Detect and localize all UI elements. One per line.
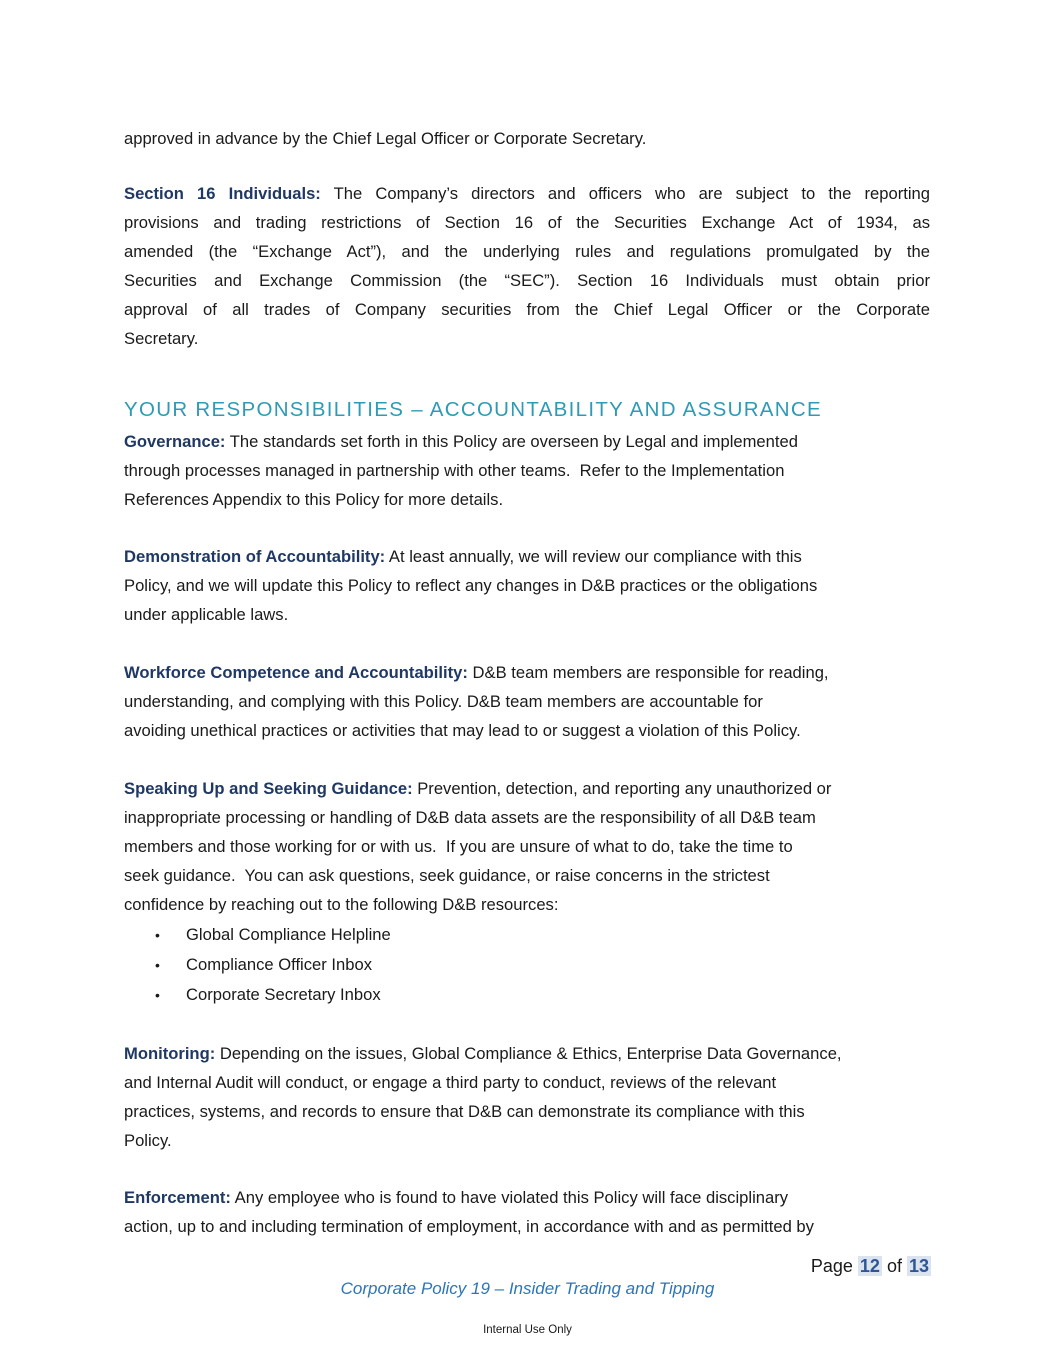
paragraph-text: seek guidance. You can ask questions, seek guidance, or raise concerns in the strictest [124,866,770,885]
paragraph-line [124,179,930,208]
paragraph-line [124,1126,930,1155]
paragraph-text: avoiding unethical practices or activities that may lead to or suggest a violation of this Policy. [124,721,801,740]
paragraph-line [124,427,930,456]
paragraph-line [124,1212,930,1241]
paragraph-intro-tail [124,124,930,153]
paragraph-line [124,600,930,629]
paragraph-line [124,485,930,514]
paragraph-text: Any employee who is found to have violated this Policy will face disciplinary [230,1188,789,1207]
paragraph-line [124,1097,930,1126]
paragraph-section-16-individuals [124,179,930,353]
paragraph-text: Depending on the issues, Global Compliance & Ethics, Enterprise Data Governance, [215,1044,842,1063]
paragraph-text: and Internal Audit will conduct, or engage a third party to conduct, reviews of the relevant [124,1073,777,1092]
paragraph-line [124,658,930,687]
paragraph-line [124,456,930,485]
paragraph-text: confidence by reaching out to the following D&B resources: [124,895,559,914]
paragraph-line [124,295,930,324]
paragraph-label: Enforcement: [124,1188,231,1207]
list-item-text: Global Compliance Helpline [186,925,391,944]
paragraph-line [124,324,930,353]
paragraph-text: Securities and Exchange Commission (the “SEC”). Section 16 Individuals must obtain prior [124,271,930,290]
paragraph-label: Demonstration of Accountability: [124,547,386,566]
paragraph-speaking-up [124,774,930,919]
total-pages: 13 [908,1256,929,1276]
paragraph-line [124,774,930,803]
paragraph-text: action, up to and including termination of employment, in accordance with and as permitted by [124,1217,814,1236]
paragraph-text: The Company’s directors and officers who are subject to the reporting [320,184,930,203]
paragraph-line [124,266,930,295]
paragraph-label: Speaking Up and Seeking Guidance: [124,779,413,798]
paragraph-line [124,571,930,600]
paragraph-monitoring [124,1039,930,1155]
list-item-text: Corporate Secretary Inbox [186,985,381,1004]
paragraph-text: Secretary. [124,329,199,348]
page-number [811,1253,931,1279]
of-word: of [886,1256,902,1276]
bullet-icon: • [155,927,160,943]
paragraph-line [124,208,930,237]
paragraph-text: At least annually, we will review our compliance with this [385,547,802,566]
paragraph-line [124,861,930,890]
paragraph-demonstration-of-accountability [124,542,930,629]
paragraph-text: D&B team members are responsible for reading, [467,663,829,682]
paragraph-enforcement [124,1183,930,1241]
paragraph-label: Workforce Competence and Accountability: [124,663,468,682]
paragraph-text: members and those working for or with us. If you are unsure of what to do, take the time to [124,837,793,856]
list-item [155,950,391,980]
paragraph-text: approved in advance by the Chief Legal Officer or Corporate Secretary. [124,129,647,148]
paragraph-line [124,237,930,266]
paragraph-text: amended (the “Exchange Act”), and the underlying rules and regulations promulgated by the [124,242,930,261]
paragraph-text: approval of all trades of Company securities from the Chief Legal Officer or the Corporate [124,300,930,319]
paragraph-text: provisions and trading restrictions of Section 16 of the Securities Exchange Act of 1934, as [124,213,930,232]
paragraph-text: References Appendix to this Policy for more details. [124,490,504,509]
paragraph-text: The standards set forth in this Policy are overseen by Legal and implemented [225,432,798,451]
paragraph-line [124,832,930,861]
section-heading: YOUR RESPONSIBILITIES – ACCOUNTABILITY AND ASSURANCE [124,398,822,421]
page-word: Page [810,1256,853,1276]
bullet-icon: • [155,987,160,1003]
paragraph-line [124,124,930,153]
paragraph-text: through processes managed in partnership with other teams. Refer to the Implementation [124,461,785,480]
paragraph-text: Policy, and we will update this Policy to reflect any changes in D&B practices or the obligations [124,576,818,595]
paragraph-text: practices, systems, and records to ensure that D&B can demonstrate its compliance with this [124,1102,805,1121]
paragraph-line [124,803,930,832]
paragraph-label: Monitoring: [124,1044,216,1063]
paragraph-governance [124,427,930,514]
paragraph-text: Policy. [124,1131,172,1150]
list-item [155,920,391,950]
paragraph-line [124,1039,930,1068]
paragraph-text: Prevention, detection, and reporting any unauthorized or [412,779,832,798]
footer-policy-title: Corporate Policy 19 – Insider Trading and Tipping [340,1279,715,1298]
paragraph-line [124,890,930,919]
bullet-icon: • [155,957,160,973]
list-item-text: Compliance Officer Inbox [186,955,372,974]
paragraph-workforce-competence [124,658,930,745]
paragraph-line [124,716,930,745]
list-item [155,980,391,1010]
classification-label: Internal Use Only [483,1324,572,1336]
paragraph-text: under applicable laws. [124,605,289,624]
paragraph-label: Governance: [124,432,226,451]
paragraph-line [124,687,930,716]
paragraph-text: inappropriate processing or handling of D&B data assets are the responsibility of all D&B team [124,808,816,827]
paragraph-line [124,1068,930,1097]
paragraph-line [124,542,930,571]
paragraph-line [124,1183,930,1212]
paragraph-label: Section 16 Individuals: [124,184,321,203]
resource-list [155,920,391,1010]
paragraph-text: understanding, and complying with this Policy. D&B team members are accountable for [124,692,763,711]
current-page: 12 [859,1256,880,1276]
